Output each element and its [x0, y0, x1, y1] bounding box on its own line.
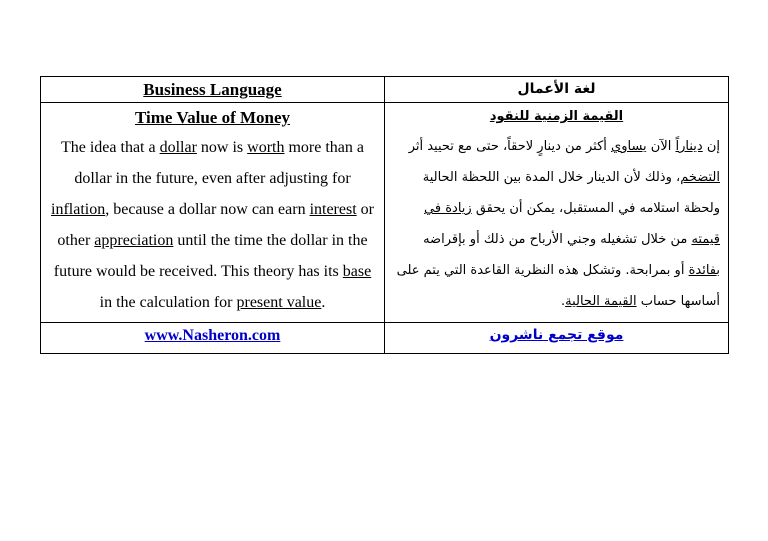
definition-en-keyword: dollar [159, 139, 197, 156]
definition-en-text: in the calculation for [99, 294, 237, 311]
content-row [41, 103, 729, 323]
definition-en-text: The idea that a [60, 139, 160, 156]
definition-ar-keyword: بفائدة [688, 263, 720, 278]
definition-en-text: or other [57, 201, 374, 249]
definition-en-text: , because a dollar now can earn [105, 201, 310, 218]
header-row [41, 77, 729, 103]
glossary-table [40, 76, 729, 354]
footer-en-cell [41, 323, 385, 354]
definition-en-text: more than a dollar in the future, even after adjusting for [74, 139, 365, 187]
website-link-en[interactable]: www.Nasheron.com [144, 327, 281, 344]
definition-en-keyword: base [342, 263, 372, 280]
content-ar-cell [385, 103, 729, 323]
definition-ar-keyword: ديناراً [675, 139, 703, 154]
term-en-title: Time Value of Money [134, 108, 291, 127]
header-ar-cell [385, 77, 729, 103]
definition-ar-keyword: يساوي [611, 139, 647, 154]
header-en-title: Business Language [143, 80, 282, 99]
header-ar-title: لغة الأعمال [517, 81, 596, 97]
footer-ar-cell [385, 323, 729, 354]
definition-ar-keyword: القيمة الحالية [565, 294, 637, 309]
definition-en-keyword: present value [236, 294, 322, 311]
definition-ar-text: . [560, 294, 566, 309]
definition-en-text: until the time the dollar in the future would be received. This theory has its [53, 232, 368, 280]
definition-en-keyword: interest [309, 201, 357, 218]
definition-en-text: now is [196, 139, 248, 156]
definition-en-keyword: inflation [51, 201, 106, 218]
definition-en-text: . [321, 294, 326, 311]
definition-en-keyword: appreciation [94, 232, 174, 249]
content-en-cell [41, 103, 385, 323]
header-en-cell [41, 77, 385, 103]
definition-ar-text: ، وذلك لأن الدينار خلال المدة بين اللحظة الحالية ولحظة استلامه في المستقبل، يمكن أن يحقق [422, 170, 720, 216]
definition-ar-text: من خلال تشغيله وجني الأرباح من ذلك أو بإقراضه [423, 232, 692, 247]
term-ar-title: القيمة الزمنية للنقود [489, 109, 624, 124]
definition-ar-text: الآن [646, 139, 676, 154]
definition-en-keyword: worth [247, 139, 285, 156]
definition-ar-text: إن [702, 139, 720, 154]
definition-ar-text: أكثر من دينارٍ لاحقاً، حتى مع تحييد أثر [408, 139, 612, 154]
definition-ar-keyword: زيادة في قيمته [424, 201, 720, 247]
definition-en [41, 129, 384, 322]
definition-ar-text: أو بمرابحة. وتشكل هذه النظرية القاعدة التي يتم على أساسها حساب [396, 263, 720, 309]
footer-row [41, 323, 729, 354]
website-link-ar[interactable]: موقع تجمع ناشرون [489, 327, 624, 343]
definition-ar [385, 127, 728, 321]
definition-ar-keyword: التضخم [680, 170, 720, 185]
